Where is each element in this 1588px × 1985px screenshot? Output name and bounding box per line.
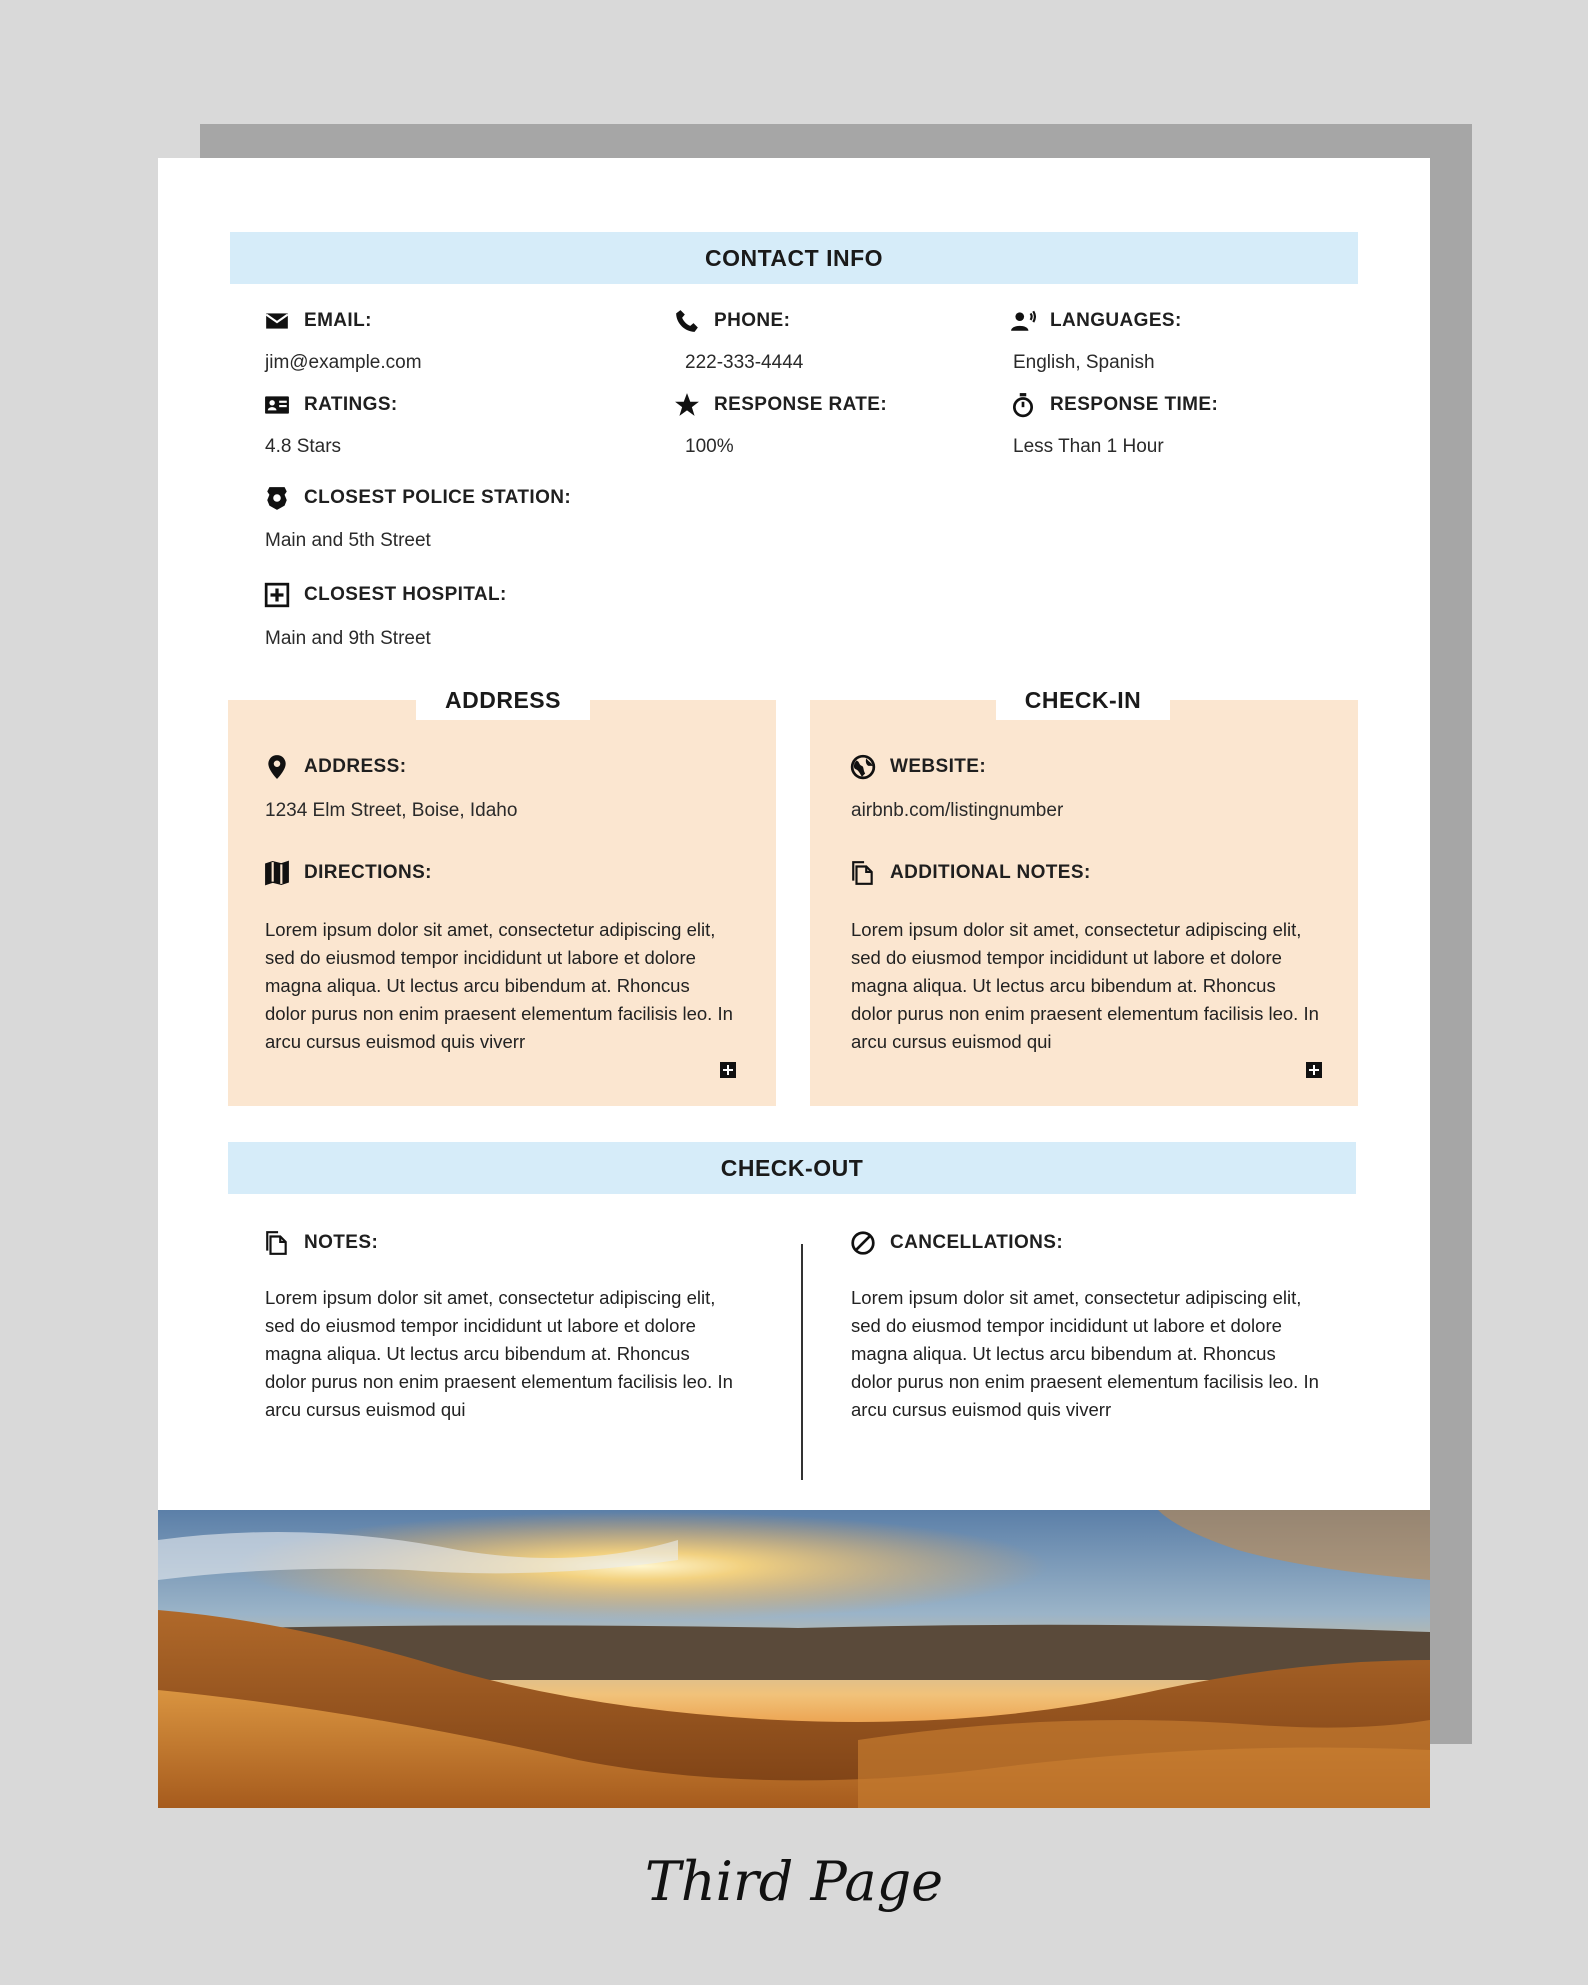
- ratings-label: RATINGS:: [264, 392, 398, 418]
- map-icon: [264, 860, 290, 886]
- police-badge-icon: [264, 485, 290, 511]
- checkin-header: CHECK-IN: [996, 680, 1170, 720]
- police-station-label: CLOSEST POLICE STATION:: [264, 485, 571, 511]
- response-rate-label: RESPONSE RATE:: [674, 392, 887, 418]
- column-divider: [801, 1244, 803, 1480]
- document-icon: [850, 860, 876, 886]
- response-rate-value: 100%: [685, 436, 734, 457]
- sunset-landscape-photo: [158, 1510, 1430, 1808]
- contact-info-header: CONTACT INFO: [230, 232, 1358, 284]
- cancel-icon: [850, 1230, 876, 1256]
- languages-value: English, Spanish: [1013, 352, 1155, 373]
- additional-notes-text: Lorem ipsum dolor sit amet, consectetur adipiscing elit, sed do eiusmod tempor incididunt ut labore et dolore magna aliqua. Ut lectus arcu bibendum at. Rhoncus dolor purus non enim praesent elementum facilisis leo. In arcu cursus euismod qui: [851, 919, 1319, 1052]
- checkout-notes-label: NOTES:: [264, 1230, 378, 1256]
- address-label: ADDRESS:: [264, 754, 406, 780]
- id-card-icon: [264, 392, 290, 418]
- envelope-icon: [264, 308, 290, 334]
- hospital-plus-icon: [264, 582, 290, 608]
- map-pin-icon: [264, 754, 290, 780]
- expand-plus-icon[interactable]: [720, 1062, 736, 1078]
- directions-label: DIRECTIONS:: [264, 860, 432, 886]
- checkout-header: CHECK-OUT: [228, 1142, 1356, 1194]
- directions-text: Lorem ipsum dolor sit amet, consectetur adipiscing elit, sed do eiusmod tempor incididunt ut labore et dolore magna aliqua. Ut lectus arcu bibendum at. Rhoncus dolor purus non enim praesent elementum facilisis leo. In arcu cursus euismod quis viverr: [265, 919, 733, 1052]
- languages-icon: [1010, 308, 1036, 334]
- expand-plus-icon[interactable]: [1306, 1062, 1322, 1078]
- email-label: EMAIL:: [264, 308, 372, 334]
- cancellations-label: CANCELLATIONS:: [850, 1230, 1063, 1256]
- page-caption: Third Page: [644, 1850, 944, 1913]
- stopwatch-icon: [1010, 392, 1036, 418]
- star-icon: [674, 392, 700, 418]
- police-station-value: Main and 5th Street: [265, 530, 431, 551]
- ratings-value: 4.8 Stars: [265, 436, 342, 457]
- email-value: jim@example.com: [265, 352, 422, 373]
- website-value: airbnb.com/listingnumber: [851, 800, 1064, 821]
- website-label: WEBSITE:: [850, 754, 986, 780]
- languages-label: LANGUAGES:: [1010, 308, 1182, 334]
- cancellations-text: Lorem ipsum dolor sit amet, consectetur adipiscing elit, sed do eiusmod tempor incididunt ut labore et dolore magna aliqua. Ut lectus arcu bibendum at. Rhoncus dolor purus non enim praesent elementum facilisis leo. In arcu cursus euismod quis viverr: [851, 1287, 1319, 1420]
- hospital-value: Main and 9th Street: [265, 628, 431, 649]
- response-time-value: Less Than 1 Hour: [1013, 436, 1164, 457]
- address-header: ADDRESS: [416, 680, 590, 720]
- document-icon: [264, 1230, 290, 1256]
- response-time-label: RESPONSE TIME:: [1010, 392, 1218, 418]
- checkout-notes-text: Lorem ipsum dolor sit amet, consectetur adipiscing elit, sed do eiusmod tempor incididunt ut labore et dolore magna aliqua. Ut lectus arcu bibendum at. Rhoncus dolor purus non enim praesent elementum facilisis leo. In arcu cursus euismod qui: [265, 1287, 733, 1420]
- globe-icon: [850, 754, 876, 780]
- phone-value: 222-333-4444: [685, 352, 804, 373]
- document-page: [158, 158, 1430, 1808]
- address-value: 1234 Elm Street, Boise, Idaho: [265, 800, 518, 821]
- hospital-label: CLOSEST HOSPITAL:: [264, 582, 507, 608]
- additional-notes-label: ADDITIONAL NOTES:: [850, 860, 1091, 886]
- phone-label: PHONE:: [674, 308, 790, 334]
- phone-icon: [674, 308, 700, 334]
